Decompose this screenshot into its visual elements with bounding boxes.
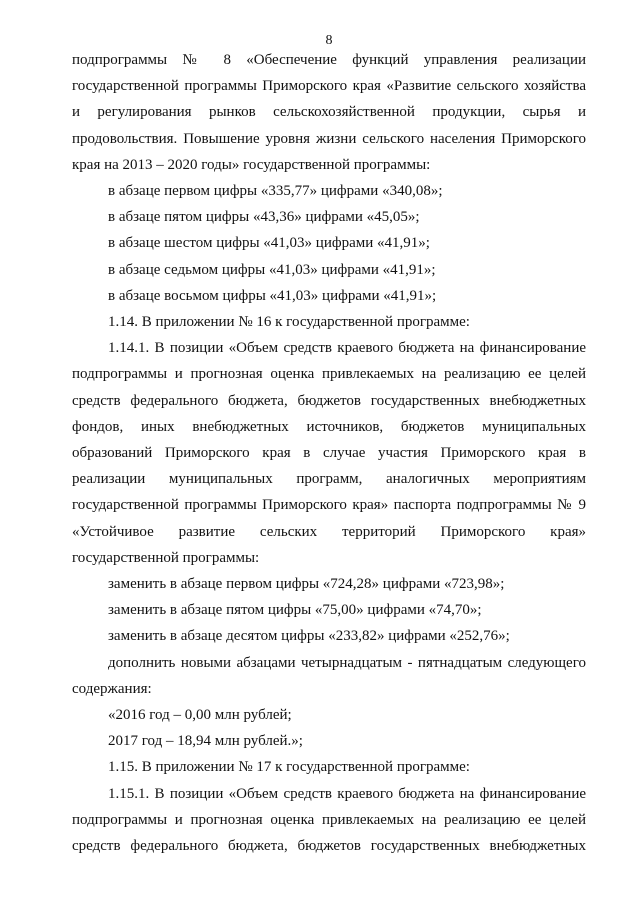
paragraph-9: заменить в абзаце первом цифры «724,28» цифрами «723,98»; <box>108 576 505 593</box>
paragraph-8: 1.14.1. В позиции «Объем средств краевого бюджета на финансирование подпрограммы и прогнозная оценка привлекаемых на реализацию ее целей средств федерального бюджета, бюджетов государственных внебюджетных фондов, иных внебюджетных источников, бюджетов муниципальных образований Приморского края в случае участия Приморского края в реализации муниципальных программ, аналогичных мероприятиям государственной программы Приморского края» паспорта подпрограммы № 9 «Устойчивое развитие сельских территорий Приморского края» государственной программы: <box>72 340 586 566</box>
paragraph-1: подпрограммы № 8 «Обеспечение функций управления реализации государственной программы Приморского края «Развитие сельского хозяйства и регулирования рынков сельскохозяйственной продукции, сырья и продовольствия. Повышение уровня жизни сельского населения Приморского края на 2013 – 2020 годы» государственной программы: <box>72 52 586 173</box>
paragraph-3: в абзаце пятом цифры «43,36» цифрами «45,05»; <box>108 209 420 226</box>
paragraph-4: в абзаце шестом цифры «41,03» цифрами «41,91»; <box>108 235 430 252</box>
paragraph-10: заменить в абзаце пятом цифры «75,00» цифрами «74,70»; <box>108 602 482 619</box>
paragraph-2: в абзаце первом цифры «335,77» цифрами «340,08»; <box>108 183 443 200</box>
paragraph-12: дополнить новыми абзацами четырнадцатым - пятнадцатым следующего содержания: <box>72 654 586 697</box>
paragraph-13: «2016 год – 0,00 млн рублей; <box>108 707 292 724</box>
paragraph-6: в абзаце восьмом цифры «41,03» цифрами «41,91»; <box>108 287 437 304</box>
paragraph-11: заменить в абзаце десятом цифры «233,82» цифрами «252,76»; <box>108 628 510 645</box>
paragraph-15: 1.15. В приложении № 17 к государственной программе: <box>108 759 470 776</box>
paragraph-5: в абзаце седьмом цифры «41,03» цифрами «41,91»; <box>108 261 436 278</box>
document-body <box>72 47 586 859</box>
page-number: 8 <box>325 33 333 48</box>
paragraph-7: 1.14. В приложении № 16 к государственной программе: <box>108 314 470 331</box>
paragraph-14: 2017 год – 18,94 млн рублей.»; <box>108 733 303 750</box>
paragraph-16: 1.15.1. В позиции «Объем средств краевого бюджета на финансирование подпрограммы и прогнозная оценка привлекаемых на реализацию ее целей средств федерального бюджета, бюджетов государственных внебюджетных <box>72 785 586 855</box>
